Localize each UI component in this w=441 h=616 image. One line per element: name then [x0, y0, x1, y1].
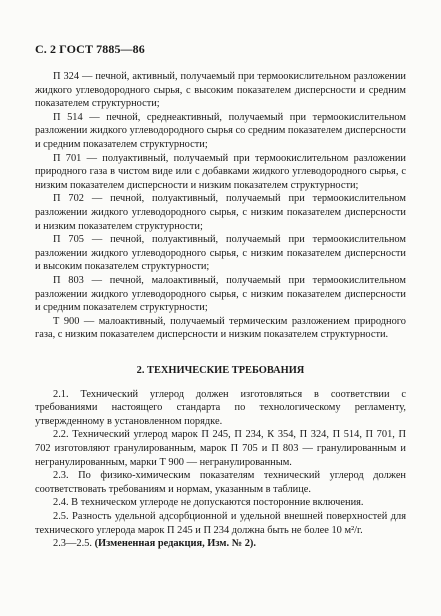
clause-2-5: 2.5. Разность удельной адсорбционной и удельной внешней поверхностей для технического углерода марок П 245 и П 234 должна быть не более 10 м²/г.	[35, 510, 406, 536]
edit-note-line	[35, 537, 406, 551]
definition-p514: П 514 — печной, среднеактивный, получаемый при термоокислительном разложении жидкого углеводородного сырья со средним показателем дисперсности и средним показателем структурности;	[35, 111, 406, 150]
definition-t900: Т 900 — малоактивный, получаемый термическим разложением природного газа, с низким показателем дисперсности и низким показателем структурности.	[35, 315, 406, 341]
definition-p803: П 803 — печной, малоактивный, получаемый при термоокислительном разложении жидкого углеводородного сырья, с низким показателем дисперсности и средним показателем структурности;	[35, 274, 406, 314]
technical-requirements-section	[35, 364, 406, 551]
edit-note-ref: 2.3—2.5.	[53, 538, 92, 550]
clause-2-4: 2.4. В техническом углероде не допускаются посторонние включения.	[53, 497, 364, 509]
definition-p702: П 702 — печной, полуактивный, получаемый при термоокислительном разложении жидкого углеводородного сырья, с низким показателем дисперсности и низким показателем структурности;	[35, 193, 406, 232]
definition-p701: П 701 — полуактивный, получаемый при термоокислительном разложении природного газа в чистом виде или с добавками жидкого углеводородного сырья, с низким показателем дисперсности и низким показателем структурности;	[35, 152, 406, 191]
grade-definitions	[35, 70, 406, 342]
clause-2-3: 2.3. По физико-химическим показателям технический углерод должен соответствовать требованиям и нормам, указанным в таблице.	[35, 470, 406, 495]
definition-p324: П 324 — печной, активный, получаемый при термоокислительном разложении жидкого углеводородного сырья, с высоким показателем дисперсности и средним показателем структурности;	[35, 71, 406, 110]
definition-p705: П 705 — печной, полуактивный, получаемый при термоокислительном разложении жидкого углеводородного сырья, с низким показателем дисперсности и высоким показателем структурности;	[35, 234, 406, 273]
clause-2-2: 2.2. Технический углерод марок П 245, П 234, К 354, П 324, П 514, П 701, П 702 изготовляют гранулированным, марок П 705 и П 803 — гранулированным и негранулированным, марки Т 900 — негранулированным.	[35, 429, 406, 468]
edit-note: (Измененная редакция, Изм. № 2).	[94, 538, 256, 550]
page-header: С. 2 ГОСТ 7885—86	[35, 42, 145, 56]
section-title: 2. ТЕХНИЧЕСКИЕ ТРЕБОВАНИЯ	[136, 365, 305, 376]
clause-2-1: 2.1. Технический углерод должен изготовляться в соответствии с требованиями настоящего стандарта по технологическому регламенту, утвержденному в установленном порядке.	[35, 388, 406, 427]
